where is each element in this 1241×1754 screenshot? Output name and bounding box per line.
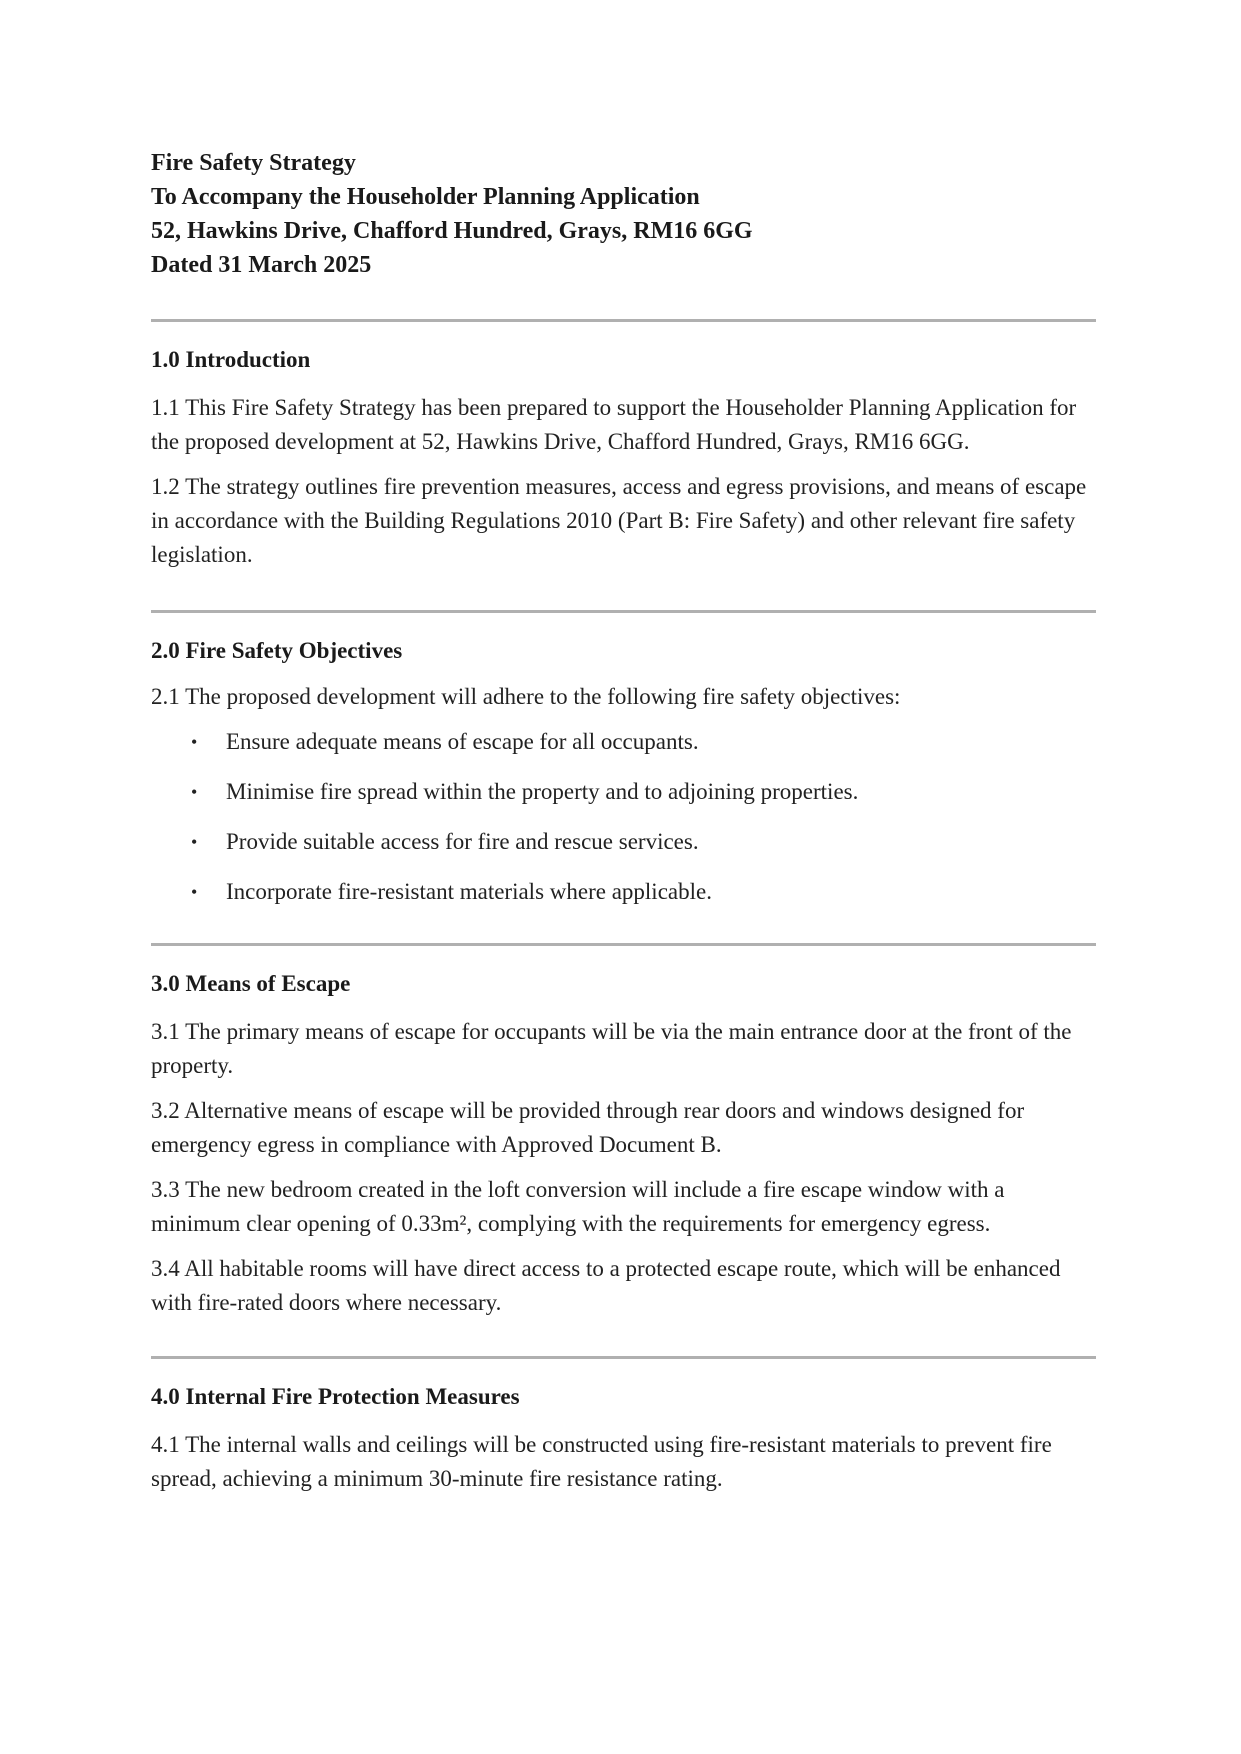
section-heading: 3.0 Means of Escape <box>151 971 351 996</box>
bullet-icon: • <box>191 732 198 752</box>
site-address: 52, Hawkins Drive, Chafford Hundred, Grays, RM16 6GG <box>151 218 753 244</box>
section-internal-protection <box>151 1382 1096 1496</box>
document-date: Dated 31 March 2025 <box>151 252 372 278</box>
section-divider <box>151 319 1096 322</box>
document-title: Fire Safety Strategy <box>151 150 356 176</box>
paragraph-3-2: 3.2 Alternative means of escape will be provided through rear doors and windows designed for emergency egress in compliance with Approved Document B. <box>151 1098 1025 1157</box>
section-heading: 1.0 Introduction <box>151 347 311 372</box>
section-heading: 2.0 Fire Safety Objectives <box>151 638 403 663</box>
section-divider <box>151 1356 1096 1359</box>
bullet-icon: • <box>191 882 198 902</box>
paragraph-4-1: 4.1 The internal walls and ceilings will be constructed using fire-resistant materials to prevent fire spread, achieving a minimum 30-minute fire resistance rating. <box>151 1432 1052 1491</box>
paragraph-2-1: 2.1 The proposed development will adhere to the following fire safety objectives: <box>151 684 901 709</box>
section-objectives <box>151 636 1096 907</box>
list-item: • Incorporate fire-resistant materials where applicable. <box>151 877 1096 907</box>
bullet-icon: • <box>191 782 198 802</box>
list-item: • Provide suitable access for fire and rescue services. <box>151 827 1096 857</box>
document-header <box>151 146 1096 282</box>
list-item: • Ensure adequate means of escape for all occupants. <box>151 727 1096 757</box>
section-introduction <box>151 345 1096 572</box>
paragraph-3-3: 3.3 The new bedroom created in the loft conversion will include a fire escape window with a minimum clear opening of 0.33m², complying with the requirements for emergency egress. <box>151 1177 1005 1236</box>
objectives-list <box>151 727 1096 907</box>
section-divider <box>151 610 1096 613</box>
paragraph-1-2: 1.2 The strategy outlines fire prevention measures, access and egress provisions, and means of escape in accordance with the Building Regulations 2010 (Part B: Fire Safety) and other relevant fire safety legislation. <box>151 474 1087 567</box>
bullet-icon: • <box>191 832 198 852</box>
section-means-of-escape <box>151 969 1096 1320</box>
list-item: • Minimise fire spread within the property and to adjoining properties. <box>151 777 1096 807</box>
document-page <box>151 146 1096 1496</box>
section-divider <box>151 943 1096 946</box>
section-heading: 4.0 Internal Fire Protection Measures <box>151 1384 520 1409</box>
paragraph-1-1: 1.1 This Fire Safety Strategy has been prepared to support the Householder Planning Application for the proposed development at 52, Hawkins Drive, Chafford Hundred, Grays, RM16 6GG. <box>151 395 1077 454</box>
paragraph-3-1: 3.1 The primary means of escape for occupants will be via the main entrance door at the front of the property. <box>151 1019 1072 1078</box>
document-subtitle: To Accompany the Householder Planning Application <box>151 184 700 210</box>
paragraph-3-4: 3.4 All habitable rooms will have direct access to a protected escape route, which will be enhanced with fire-rated doors where necessary. <box>151 1256 1061 1315</box>
